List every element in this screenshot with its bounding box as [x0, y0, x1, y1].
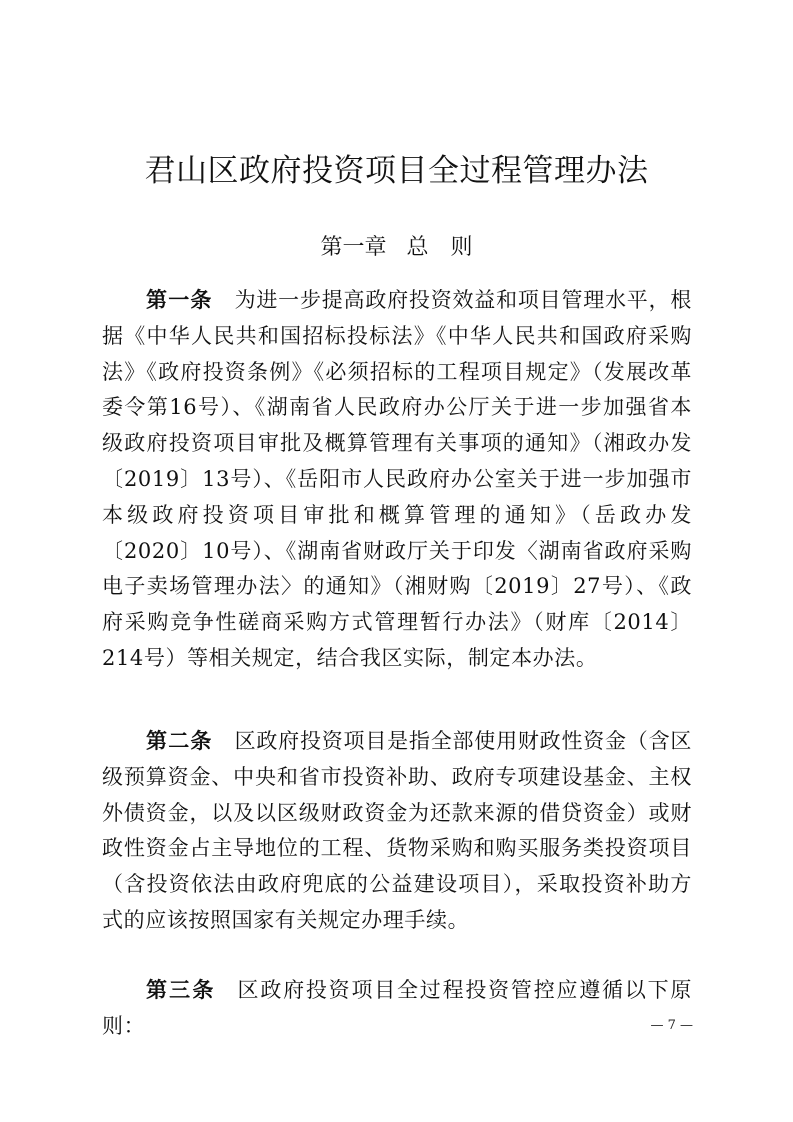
- article-text: 区政府投资项目是指全部使用财政性资金（含区级预算资金、中央和省市投资补助、政府专项建设基金、主权外债资金，以及以区级财政资金为还款来源的借贷资金）或财政性资金占主导地位的工程、货物采购和购买服务类投资项目（含投资依法由政府兜底的公益建设项目），采取投资补助方式的应该按照国家有关规定办理手续。: [102, 729, 692, 932]
- article-label: 第一条: [146, 288, 213, 312]
- article-text: 为进一步提高政府投资效益和项目管理水平，根据《中华人民共和国招标投标法》《中华人民共和国政府采购法》《政府投资条例》《必须招标的工程项目规定》（发展改革委令第16号）、《湖南省人民政府办公厅关于进一步加强省本级政府投资项目审批及概算管理有关事项的通知》（湘政办发〔2019〕13号）、《岳阳市人民政府办公室关于进一步加强市本级政府投资项目审批和概算管理的通知》（岳政办发〔2020〕10号）、《湖南省财政厅关于印发〈湖南省政府采购电子卖场管理办法〉的通知》（湘财购〔2019〕27号）、《政府采购竞争性磋商采购方式管理暂行办法》（财库〔2014〕214号）等相关规定，结合我区实际，制定本办法。: [102, 288, 692, 670]
- article-3: [102, 973, 692, 1045]
- article-label: 第三条: [146, 978, 216, 1002]
- article-1: [102, 283, 692, 677]
- chapter-heading: [0, 230, 793, 261]
- chapter-number: 第一章: [320, 235, 387, 260]
- article-text: 区政府投资项目全过程投资管控应遵循以下原则：: [102, 978, 692, 1038]
- chapter-name: 总 则: [406, 235, 473, 260]
- article-label: 第二条: [146, 729, 213, 753]
- document-title: 君山区政府投资项目全过程管理办法: [144, 153, 649, 189]
- page-number: — 7 —: [650, 1018, 693, 1033]
- article-2: [102, 724, 692, 939]
